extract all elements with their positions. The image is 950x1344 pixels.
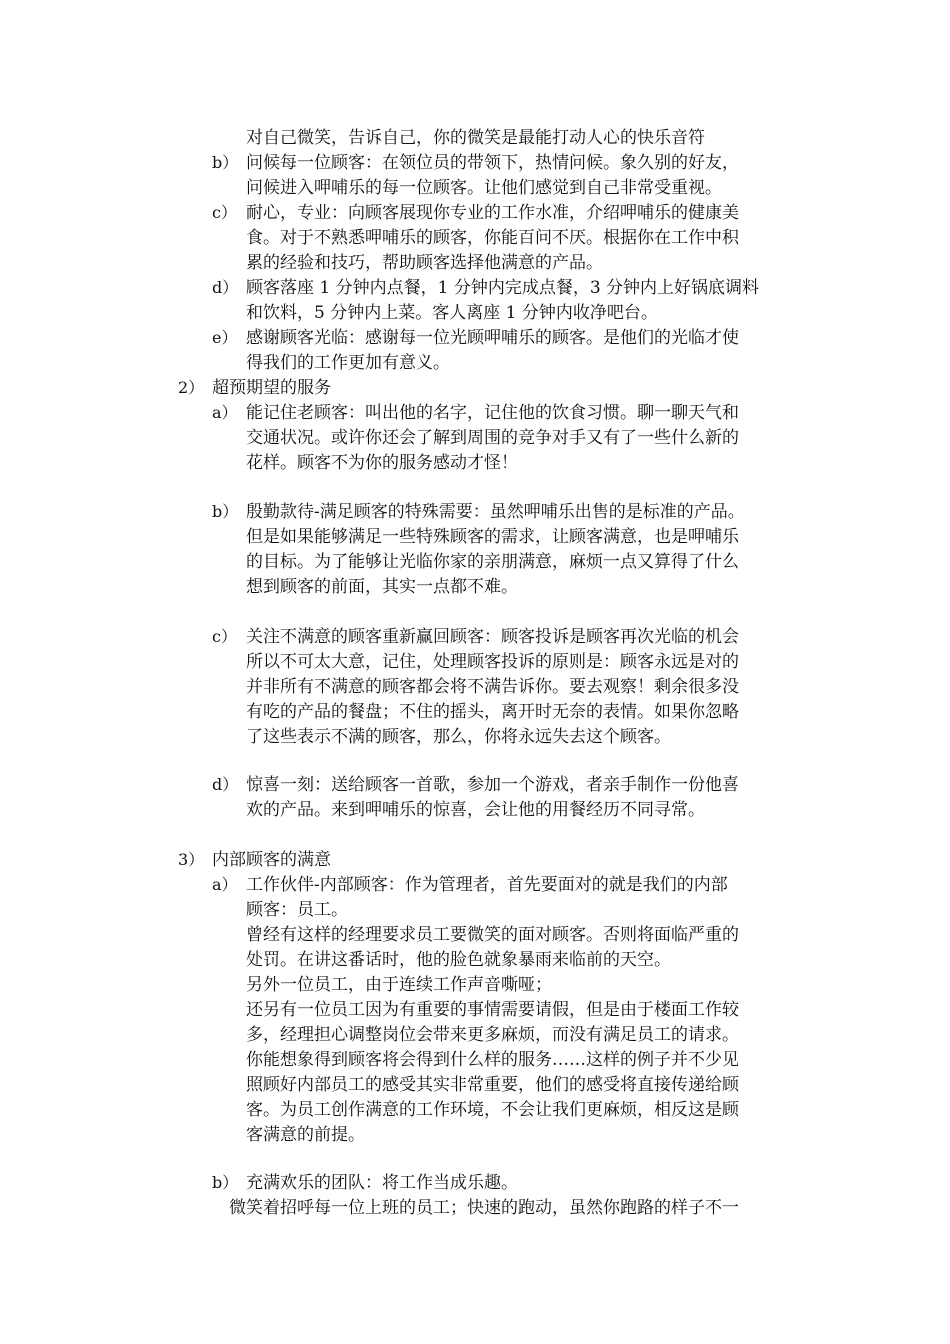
item-e-marker: e） [212,328,238,347]
item-c-marker: c） [212,203,237,222]
item-d-line: 和饮料，5 分钟内上菜。客人离座 1 分钟内收净吧台。 [246,303,658,323]
s2-item-b-marker: b） [212,502,239,521]
s3-item-b-line: 充满欢乐的团队：将工作当成乐趣。 [246,1173,518,1193]
s3-item-a-line: 顾客：员工。 [246,900,348,920]
s2-item-c-line: 了这些表示不满的顾客，那么，你将永远失去这个顾客。 [246,727,671,747]
s2-item-a-marker: a） [212,403,238,422]
s2-item-b-line: 想到顾客的前面，其实一点都不难。 [246,577,518,597]
s2-item-b-line: 的目标。为了能够让光临你家的亲朋满意，麻烦一点又算得了什么 [246,552,739,572]
s2-item-c-marker: c） [212,627,237,646]
item-b-line: 问候每一位顾客：在领位员的带领下，热情问候。象久别的好友， [246,153,739,173]
s2-item-a-line: 交通状况。或许你还会了解到周围的竞争对手又有了一些什么新的 [246,428,739,448]
s3-item-a-line: 客。为员工创作满意的工作环境，不会让我们更麻烦，相反这是顾 [246,1100,739,1120]
s2-item-c-line: 关注不满意的顾客重新赢回顾客：顾客投诉是顾客再次光临的机会 [246,627,739,647]
section-3-marker: 3） [178,850,205,869]
s2-item-d-marker: d） [212,775,239,794]
s3-item-a-line: 曾经有这样的经理要求员工要微笑的面对顾客。否则将面临严重的 [246,925,739,945]
s2-item-c-line: 有吃的产品的餐盘；不住的摇头，离开时无奈的表情。如果你忽略 [246,702,739,722]
s3-item-a-line: 还另有一位员工因为有重要的事情需要请假，但是由于楼面工作较 [246,1000,739,1020]
s2-item-c-line: 并非所有不满意的顾客都会将不满告诉你。要去观察！剩余很多没 [246,677,739,697]
s3-item-b-marker: b） [212,1173,239,1192]
item-c-line: 食。对于不熟悉呷哺乐的顾客，你能百问不厌。根据你在工作中积 [246,228,739,248]
s2-item-c-line: 所以不可太大意，记住，处理顾客投诉的原则是：顾客永远是对的 [246,652,739,672]
s3-item-a-line: 照顾好内部员工的感受其实非常重要，他们的感受将直接传递给顾 [246,1075,739,1095]
item-b-marker: b） [212,153,239,172]
s3-item-a-line: 处罚。在讲这番话时，他的脸色就象暴雨来临前的天空。 [246,950,671,970]
s2-item-b-line: 但是如果能够满足一些特殊顾客的需求，让顾客满意，也是呷哺乐 [246,527,739,547]
item-c-line: 耐心，专业：向顾客展现你专业的工作水准，介绍呷哺乐的健康美 [246,203,739,223]
item-b-line: 问候进入呷哺乐的每一位顾客。让他们感觉到自己非常受重视。 [246,178,722,198]
s2-item-b-line: 殷勤款待-满足顾客的特殊需要：虽然呷哺乐出售的是标准的产品。 [246,502,745,522]
s2-item-a-line: 花样。顾客不为你的服务感动才怪！ [246,453,518,473]
item-d-line: 顾客落座 1 分钟内点餐，1 分钟内完成点餐，3 分钟内上好锅底调料 [246,278,760,298]
s3-item-a-line: 你能想象得到顾客将会得到什么样的服务……这样的例子并不少见 [246,1050,739,1070]
item-d-marker: d） [212,278,239,297]
item-c-line: 累的经验和技巧，帮助顾客选择他满意的产品。 [246,253,603,273]
s3-item-a-line: 多，经理担心调整岗位会带来更多麻烦，而没有满足员工的请求。 [246,1025,739,1045]
item-a-tail: 对自己微笑，告诉自己，你的微笑是最能打动人心的快乐音符 [246,128,705,148]
section-3-title: 内部顾客的满意 [212,850,331,870]
s2-item-a-line: 能记住老顾客：叫出他的名字，记住他的饮食习惯。聊一聊天气和 [246,403,739,423]
s3-item-b-tail: 微笑着招呼每一位上班的员工；快速的跑动，虽然你跑路的样子不一 [229,1198,739,1218]
s3-item-a-line: 另外一位员工，由于连续工作声音嘶哑； [246,975,552,995]
s3-item-a-line: 工作伙伴-内部顾客：作为管理者，首先要面对的就是我们的内部 [246,875,728,895]
s2-item-d-line: 惊喜一刻：送给顾客一首歌，参加一个游戏，者亲手制作一份他喜 [246,775,739,795]
item-e-line: 得我们的工作更加有意义。 [246,353,450,373]
s3-item-a-marker: a） [212,875,238,894]
section-2-title: 超预期望的服务 [212,378,331,398]
s2-item-d-line: 欢的产品。来到呷哺乐的惊喜，会让他的用餐经历不同寻常。 [246,800,705,820]
item-e-line: 感谢顾客光临：感谢每一位光顾呷哺乐的顾客。是他们的光临才使 [246,328,739,348]
s3-item-a-line: 客满意的前提。 [246,1125,365,1145]
section-2-marker: 2） [178,378,205,397]
